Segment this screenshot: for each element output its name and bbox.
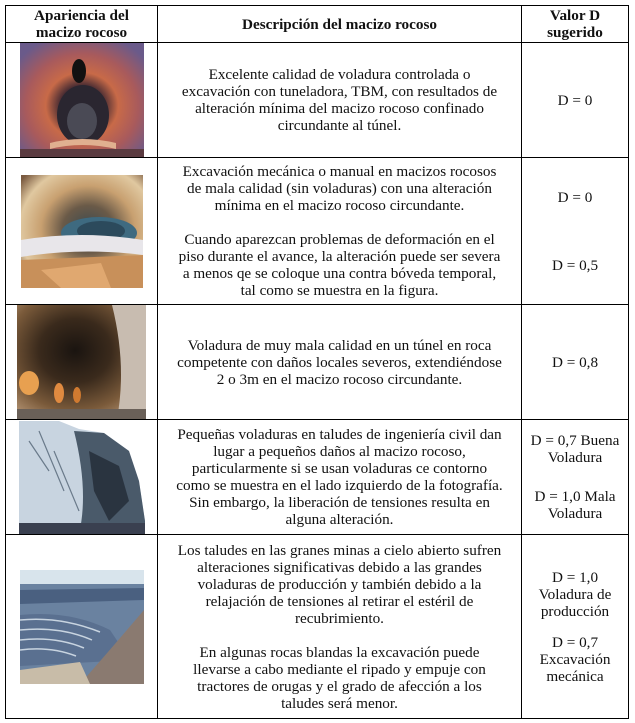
dvalue xyxy=(522,432,628,466)
description-line: como se muestra en el lado izquierdo de la fotografía. xyxy=(176,477,503,494)
dvalue-line: producción xyxy=(540,602,610,620)
description-cell xyxy=(158,305,522,420)
description-cell xyxy=(158,158,522,305)
tunnel-mechanical-excavation-photo xyxy=(21,175,143,288)
dvalue xyxy=(522,569,628,620)
dvalue-line: Voladura de xyxy=(538,585,612,603)
header-description: Descripción del macizo rocoso xyxy=(158,6,522,43)
header-row xyxy=(6,6,629,43)
dvalue-cell xyxy=(522,158,629,305)
description-line: mínima en el macizo rocoso circundante. xyxy=(214,197,465,214)
description-cell xyxy=(158,535,522,719)
dvalue-line: mecánica xyxy=(546,667,604,685)
description-paragraph xyxy=(158,66,521,134)
header-appearance-line: macizo rocoso xyxy=(35,24,128,41)
description-paragraph xyxy=(158,426,521,528)
description-line: Excelente calidad de voladura controlada o xyxy=(208,66,471,83)
open-pit-mine-photo xyxy=(20,570,144,684)
description-line: Los taludes en las granes minas a cielo abierto sufren xyxy=(177,541,502,559)
dvalue-line: Voladura xyxy=(547,449,603,466)
description-line: recubrimiento. xyxy=(295,609,384,627)
description-paragraph xyxy=(158,231,521,299)
disturbance-factor-table xyxy=(5,5,629,719)
header-appearance-line: Apariencia del xyxy=(34,7,129,24)
description-line: tal como se muestra en la figura. xyxy=(240,282,439,299)
dvalue-line: Voladura xyxy=(547,505,603,522)
description-line: excavación con tuneladora, TBM, con resultados de xyxy=(181,83,498,100)
description-cell xyxy=(158,43,522,158)
description-cell xyxy=(158,420,522,535)
description-line: alteraciones significativas debido a las grandes xyxy=(197,558,482,576)
table-row xyxy=(6,43,629,158)
header-dvalue xyxy=(522,6,629,43)
description-line: llevarse a cabo mediante el ripado y empuje con xyxy=(193,660,486,678)
header-dvalue-line: sugerido xyxy=(547,24,603,41)
description-line: En algunas rocas blandas la excavación puede xyxy=(199,643,480,661)
description-paragraph xyxy=(158,337,521,388)
description-line: tractores de orugas y el grado de afección a los xyxy=(197,677,482,695)
description-line: taludes será menor. xyxy=(281,694,398,712)
description-line: Sin embargo, la liberación de tensiones resulta en xyxy=(189,494,490,511)
description-line: alguna alteración. xyxy=(285,511,394,528)
description-paragraph xyxy=(158,163,521,214)
dvalue-cell xyxy=(522,420,629,535)
photo-cell xyxy=(6,305,158,420)
description-line: relajación de tensiones al retirar el estéril de xyxy=(205,592,474,610)
description-line: Voladura de muy mala calidad en un túnel en roca xyxy=(187,336,492,354)
description-line: de mala calidad (sin voladuras) con una alteración xyxy=(187,180,492,197)
description-line: alteración mínima del macizo rocoso confinado xyxy=(195,100,484,117)
dvalue: D = 0 xyxy=(557,91,593,109)
description-line: competente con daños locales severos, extendiéndose xyxy=(177,353,502,371)
dvalue xyxy=(522,488,628,522)
description-line: particularmente si se usan voladuras ce contorno xyxy=(191,460,488,477)
description-line: piso durante el avance, la alteración puede ser severa xyxy=(178,248,501,265)
header-appearance xyxy=(6,6,158,43)
dvalue-cell xyxy=(522,305,629,420)
tunnel-tbm-photo xyxy=(20,43,144,157)
dvalue-cell xyxy=(522,43,629,158)
description-line: voladuras de producción y también debido a la xyxy=(197,575,482,593)
table-row xyxy=(6,305,629,420)
header-dvalue-line: Valor D xyxy=(549,7,601,24)
dvalue xyxy=(522,634,628,685)
table-row xyxy=(6,420,629,535)
dvalue-line: D = 1,0 xyxy=(551,568,599,586)
photo-cell xyxy=(6,43,158,158)
civil-slope-photo xyxy=(19,421,145,534)
description-paragraph xyxy=(158,542,521,627)
description-line: Pequeñas voladuras en taludes de ingeniería civil dan xyxy=(177,426,502,443)
table-row xyxy=(6,535,629,719)
dvalue-line: D = 0,7 xyxy=(551,633,599,651)
description-line: lugar a pequeños daños al macizo rocoso, xyxy=(213,443,466,460)
photo-cell xyxy=(6,535,158,719)
dvalue-line: D = 0,7 Buena xyxy=(530,432,620,449)
dvalue-cell xyxy=(522,535,629,719)
description-line: circundante al túnel. xyxy=(277,117,402,134)
table-row xyxy=(6,158,629,305)
photo-cell xyxy=(6,158,158,305)
dvalue: D = 0,8 xyxy=(551,353,599,371)
description-line: a menos qe se coloque una contra bóveda temporal, xyxy=(182,265,497,282)
photo-cell xyxy=(6,420,158,535)
tunnel-poor-blasting-photo xyxy=(17,305,146,419)
dvalue-line: Excavación xyxy=(539,650,611,668)
dvalue-line: D = 1,0 Mala xyxy=(534,488,616,505)
dvalue: D = 0 xyxy=(557,188,593,206)
description-line: Excavación mecánica o manual en macizos rocosos xyxy=(182,163,497,180)
description-paragraph xyxy=(158,644,521,712)
description-line: Cuando aparezcan problemas de deformación en el xyxy=(184,231,495,248)
dvalue: D = 0,5 xyxy=(551,256,599,274)
description-line: 2 o 3m en el macizo rocoso circundante. xyxy=(216,370,463,388)
